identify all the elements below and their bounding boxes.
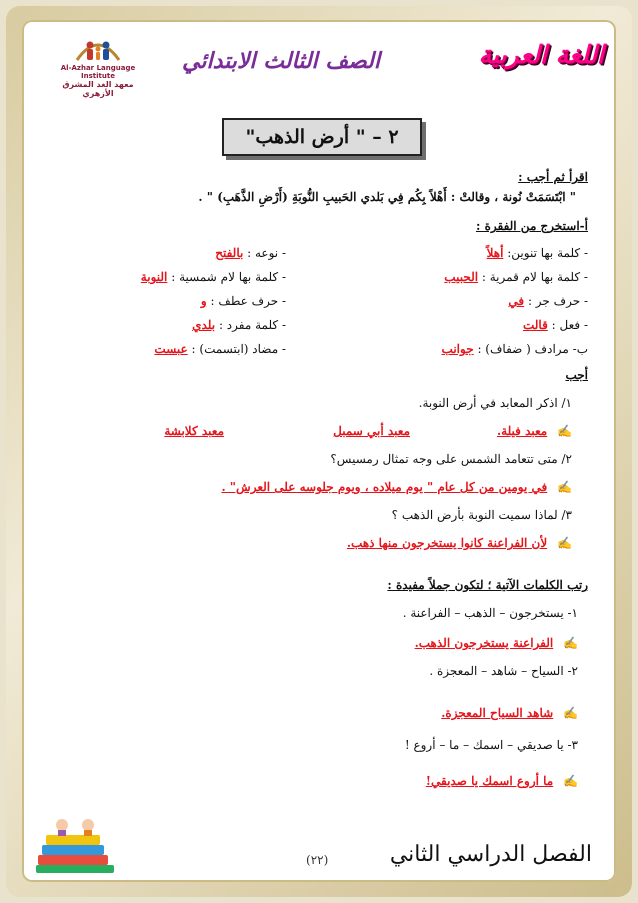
- arrange-words-3: ٣- يا صديقي – اسمك – ما – أروع !: [404, 738, 578, 752]
- lesson-title: ٢ – " أرض الذهب": [222, 118, 422, 156]
- extract-label: - نوعه :: [247, 246, 286, 260]
- question-2: ٢/ متى تتعامد الشمس على وجه تمثال رمسيس؟: [330, 452, 572, 466]
- extract-answer: أهلاً: [486, 246, 504, 260]
- extract-answer: جوانب: [441, 342, 474, 356]
- answer-3: [347, 536, 572, 550]
- extract-label: - فعل :: [551, 318, 588, 332]
- page-number: (٢٢): [306, 853, 329, 867]
- answer-2-text: في يومين من كل عام " يوم ميلاده ، ويوم جلوسه على العرش" .: [221, 480, 548, 494]
- extract-answer: في: [508, 294, 525, 308]
- extract-item: [487, 246, 588, 260]
- answer-1-item: معبد فيلة.: [496, 424, 548, 438]
- arrange-words-1: ١- يستخرجون – الذهب – الفراعنة .: [402, 606, 578, 620]
- pen-icon: ✍: [557, 480, 572, 494]
- extract-answer: الحبيب: [444, 270, 479, 284]
- extract-label: ب- مرادف ( ضفاف) :: [477, 342, 588, 356]
- arrange-answer-3: ✍ ما أروع اسمك يا صديقي!: [425, 774, 578, 788]
- extract-answer: النوبة: [140, 270, 168, 284]
- extract-item: [523, 318, 588, 332]
- extract-item: [442, 342, 588, 356]
- extract-item: [192, 318, 286, 332]
- extract-label: - حرف عطف :: [210, 294, 286, 308]
- read-instruction: اقرأ ثم أجب :: [518, 170, 588, 184]
- pen-icon: ✍: [563, 706, 578, 720]
- extract-item: [444, 270, 588, 284]
- extract-label: - كلمة مفرد :: [218, 318, 286, 332]
- grade-title: الصف الثالث الابتدائي: [182, 48, 380, 74]
- extract-answer: قالت: [522, 318, 548, 332]
- subject-title: اللغة العربية: [478, 40, 604, 69]
- semester-label: الفصل الدراسي الثاني: [389, 842, 592, 867]
- extract-label: - مضاد (ابتسمت) :: [191, 342, 286, 356]
- question-1: ١/ اذكر المعابد في أرض النوبة.: [418, 396, 572, 410]
- arrange-words-2: ٢- السياح – شاهد – المعجزة .: [429, 664, 578, 678]
- answer-1-item-3: معبد كلابشة: [164, 424, 224, 438]
- institute-logo: [46, 34, 150, 98]
- extract-answer: بلدي: [192, 318, 216, 332]
- logo-arabic-name: معهد الغد المشرق الأزهري: [62, 80, 134, 98]
- extract-item: [154, 342, 286, 356]
- extract-item: [141, 270, 286, 284]
- extract-item: [508, 294, 588, 308]
- extract-answer: و: [200, 294, 207, 308]
- arrange-answer-2: ✍ شاهد السياح المعجزة.: [441, 706, 578, 720]
- books-kids-illustration-icon: [32, 813, 118, 875]
- logo-english-name: Al-Azhar Language Institute: [60, 64, 136, 80]
- answer-1-item-2: معبد أبي سمبل: [333, 424, 410, 438]
- extract-answer: عبست: [154, 342, 188, 356]
- extract-answer: بالفتح: [215, 246, 244, 260]
- answer-1: [497, 424, 572, 438]
- answer-2: [221, 480, 572, 494]
- extract-label: - حرف جر :: [527, 294, 588, 308]
- pen-icon: ✍: [563, 636, 578, 650]
- extract-heading: أ-استخرج من الفقرة :: [475, 219, 588, 233]
- answer-3-text: لأن الفراعنة كانوا يستخرجون منها ذهب.: [346, 536, 548, 550]
- extract-item: [215, 246, 286, 260]
- extract-label: - كلمة بها تنوين:: [507, 246, 588, 260]
- pen-icon: ✍: [563, 774, 578, 788]
- reading-quote: " ابْتَسَمَتْ نُونة ، وقالتْ : أَهْلاً بِكُم فِي بَلدي الحَبيبِ النُّوبَةِ (أَرْضِ الذَّهَبِ) " .: [198, 190, 576, 204]
- family-logo-icon: [75, 34, 121, 62]
- pen-icon: ✍: [557, 536, 572, 550]
- pen-icon: ✍: [557, 424, 572, 438]
- extract-item: [201, 294, 286, 308]
- arrange-heading: رتب الكلمات الآتية ؛ لتكون جملاً مفيدة :: [387, 578, 588, 592]
- extract-label: - كلمة بها لام شمسية :: [171, 270, 286, 284]
- extract-label: - كلمة بها لام قمرية :: [481, 270, 588, 284]
- arrange-answer-1: ✍ الفراعنة يستخرجون الذهب.: [414, 636, 578, 650]
- answer-heading: أجب: [565, 368, 588, 382]
- question-3: ٣/ لماذا سميت النوبة بأرض الذهب ؟: [391, 508, 572, 522]
